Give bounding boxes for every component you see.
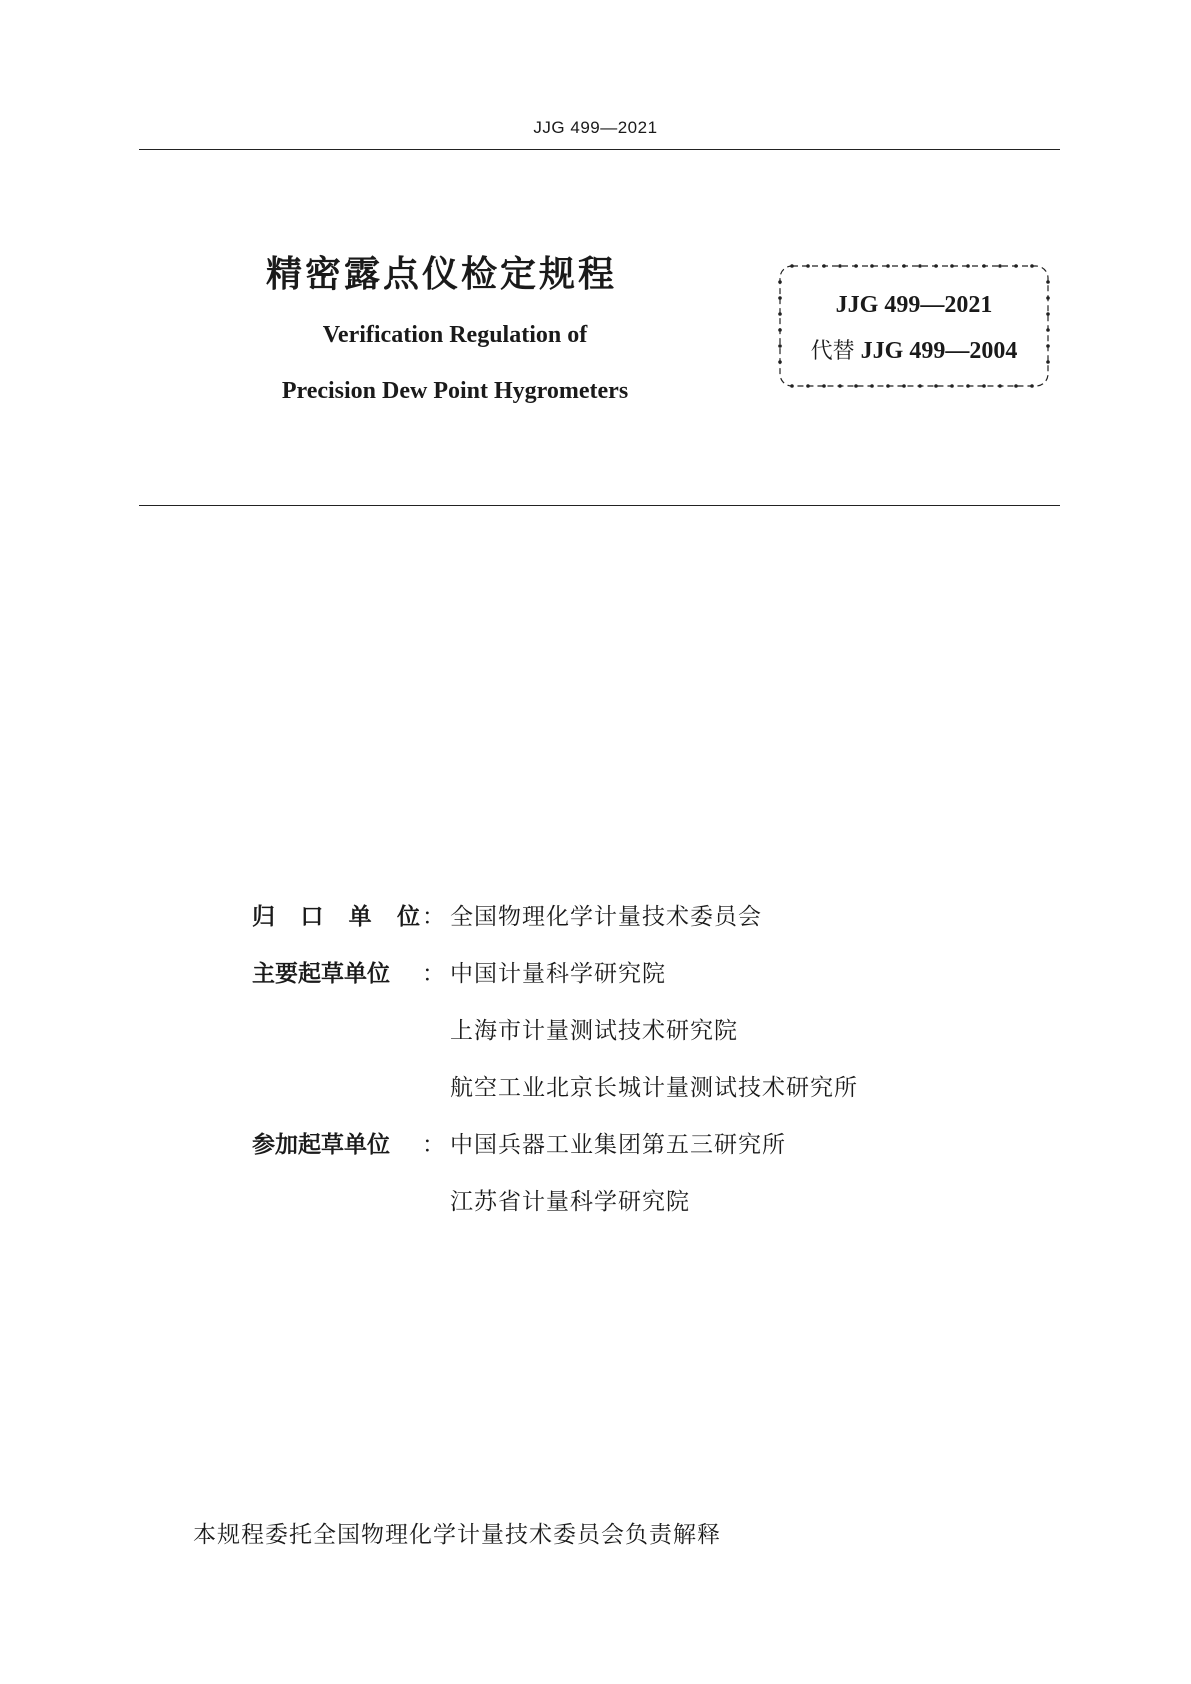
authority-label-char: 位 — [396, 904, 420, 930]
border-ornament-dot — [902, 384, 906, 388]
main-drafting-org: 上海市计量测试技术研究院 — [450, 1018, 738, 1044]
border-ornament-dot — [838, 384, 842, 388]
authority-value: 全国物理化学计量技术委员会 — [450, 904, 762, 930]
border-ornament-dot — [966, 384, 970, 388]
border-ornament-dot — [950, 384, 954, 388]
standard-code: JJG 499—2021 — [835, 292, 993, 318]
border-ornament-dot — [982, 264, 986, 268]
colon: ： — [422, 961, 445, 987]
border-ornament-dot — [934, 384, 938, 388]
authority-label-char: 归 — [252, 904, 275, 930]
border-ornament-dot — [790, 384, 794, 388]
border-ornament-dot — [854, 264, 858, 268]
replaces-line — [776, 334, 1052, 365]
border-ornament-dot — [854, 384, 858, 388]
border-ornament-dot — [1030, 264, 1034, 268]
colon: ： — [422, 904, 445, 930]
border-ornament-dot — [1046, 328, 1050, 332]
main-drafting-org: 航空工业北京长城计量测试技术研究所 — [450, 1075, 858, 1101]
title-chinese: 精密露点仪检定规程 — [266, 254, 618, 295]
replaced-code: JJG 499—2004 — [860, 338, 1018, 364]
title-english-line1: Verification Regulation of — [322, 322, 588, 348]
border-ornament-dot — [998, 264, 1002, 268]
border-ornament-dot — [934, 264, 938, 268]
decorative-border — [776, 262, 1052, 390]
replaces-prefix: 代替 — [810, 339, 855, 364]
border-ornament-dot — [950, 264, 954, 268]
border-ornament-dot — [902, 264, 906, 268]
border-ornament-dot — [918, 384, 922, 388]
border-ornament-dot — [1014, 384, 1018, 388]
main-drafting-label: 主要起草单位 — [252, 961, 390, 987]
participating-drafting-org: 中国兵器工业集团第五三研究所 — [450, 1132, 786, 1158]
title-rule — [139, 505, 1060, 506]
participating-drafting-org: 江苏省计量科学研究院 — [450, 1189, 690, 1215]
header-rule — [139, 149, 1060, 150]
border-ornament-dot — [1030, 384, 1034, 388]
authority-label-char: 单 — [348, 904, 372, 930]
interpretation-note: 本规程委托全国物理化学计量技术委员会负责解释 — [193, 1522, 721, 1548]
border-ornament-dot — [822, 384, 826, 388]
border-ornament-dot — [870, 384, 874, 388]
running-header: JJG 499—2021 — [533, 118, 658, 137]
authority-label — [252, 898, 420, 931]
border-ornament-dot — [838, 264, 842, 268]
main-drafting-org: 中国计量科学研究院 — [450, 961, 666, 987]
border-ornament-dot — [1046, 280, 1050, 284]
border-ornament-dot — [806, 384, 810, 388]
border-ornament-dot — [918, 264, 922, 268]
participating-drafting-label: 参加起草单位 — [252, 1132, 390, 1158]
border-ornament-dot — [790, 264, 794, 268]
border-ornament-dot — [822, 264, 826, 268]
border-ornament-dot — [806, 264, 810, 268]
title-english-line2: Precision Dew Point Hygrometers — [281, 378, 629, 404]
border-ornament-dot — [982, 384, 986, 388]
border-ornament-dot — [886, 264, 890, 268]
border-ornament-dot — [870, 264, 874, 268]
colon: ： — [422, 1132, 445, 1158]
border-ornament-dot — [966, 264, 970, 268]
border-ornament-dot — [886, 384, 890, 388]
border-ornament-dot — [778, 280, 782, 284]
border-ornament-dot — [998, 384, 1002, 388]
border-ornament-dot — [1014, 264, 1018, 268]
authority-label-char: 口 — [300, 904, 324, 930]
border-ornament-dot — [778, 328, 782, 332]
code-box — [776, 262, 1052, 390]
